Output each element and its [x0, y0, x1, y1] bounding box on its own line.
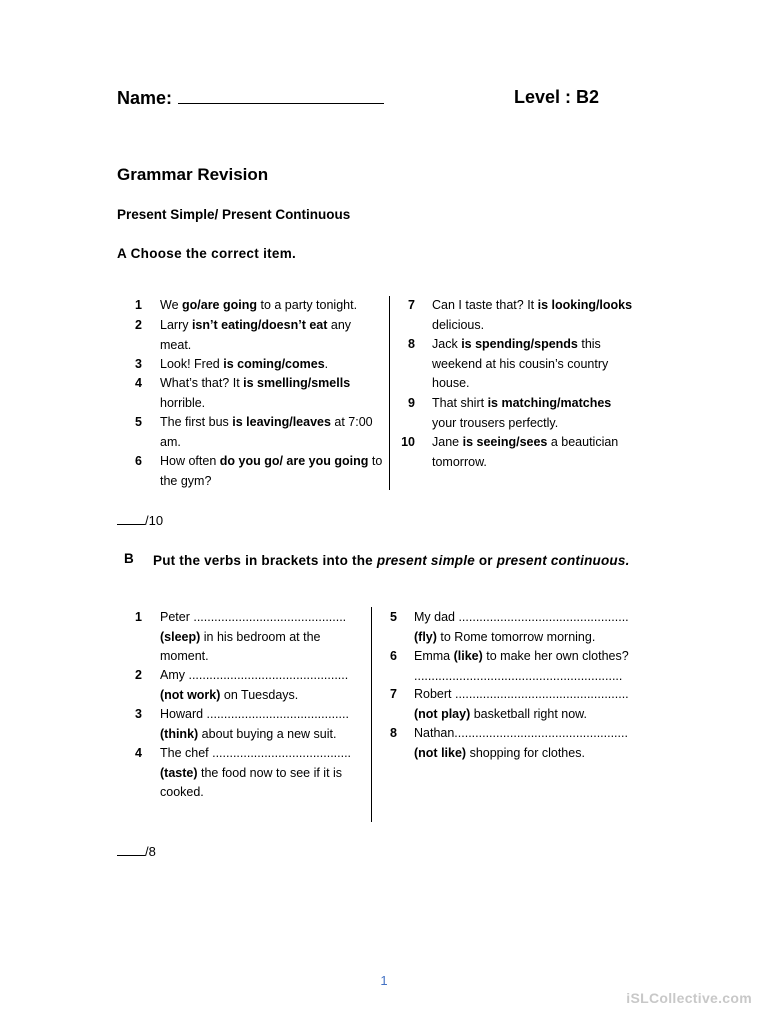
section-b-item-text: Howard ......................................... (think) about buying a new suit. [160, 707, 349, 741]
section-b-item-number: 5 [390, 610, 397, 624]
name-field [117, 87, 384, 109]
section-a-item-text: Can I taste that? It is looking/looks delicious. [432, 298, 633, 332]
section-a-item-number: 10 [401, 435, 415, 449]
section-b-item-number: 3 [135, 707, 142, 721]
section-a-item-number: 6 [135, 454, 142, 468]
section-a-item-text: The first bus is leaving/leaves at 7:00 am. [160, 415, 373, 449]
level-label: Level : B2 [514, 87, 600, 107]
brand-watermark: iSLCollective.com [626, 990, 752, 1006]
name-blank-line[interactable] [178, 87, 384, 104]
section-b-item-text: Amy .............................................. (not work) on Tuesdays. [160, 668, 349, 702]
section-a-item-text: We go/are going to a party tonight. [160, 298, 358, 312]
section-a-item-number: 3 [135, 357, 142, 371]
section-b-item-number: 6 [390, 649, 397, 663]
section-b-item-number: 1 [135, 610, 142, 624]
section-a-item-text: Look! Fred is coming/comes. [160, 357, 329, 371]
section-b-item-text: My dad ................................................. (fly) to Rome tomorrow morning. [414, 610, 629, 644]
section-a-item-text: How often do you go/ are you going to the gym? [160, 454, 383, 488]
section-a-item-text: Jack is spending/spends this weekend at his cousin’s country house. [432, 337, 609, 390]
section-b-score: /8 [117, 843, 156, 859]
section-a-item-number: 5 [135, 415, 142, 429]
worksheet-subtitle: Present Simple/ Present Continuous [117, 207, 351, 222]
section-a-item-text: What’s that? It is smelling/smells horrible. [160, 376, 351, 410]
section-b-item-text: The chef ........................................ (taste) the food now to see if it is cooked. [160, 746, 352, 799]
score-blank[interactable] [117, 512, 145, 525]
section-a-item-number: 4 [135, 376, 142, 390]
score-blank[interactable] [117, 843, 145, 856]
section-a-item-number: 8 [408, 337, 415, 351]
section-a-item-number: 9 [408, 396, 415, 410]
section-a-item-text: Jane is seeing/sees a beautician tomorrow. [432, 435, 619, 469]
section-b-item-text: Robert .................................................. (not play) basketball right now. [414, 687, 629, 721]
name-label: Name: [117, 88, 173, 108]
section-b-item-text: Nathan.................................................. (not like) shopping for clothes. [414, 726, 628, 760]
section-b-instruction: Put the verbs in brackets into the present simple or present continuous. [153, 553, 630, 568]
section-b-item-number: 8 [390, 726, 397, 740]
section-b-divider [371, 607, 372, 822]
section-b-item-text: Emma (like) to make her own clothes? ............................................................ [414, 649, 629, 683]
section-b-item-text: Peter ............................................ (sleep) in his bedroom at the moment. [160, 610, 347, 663]
page-number: 1 [380, 973, 388, 988]
section-a-item-text: That shirt is matching/matches your trousers perfectly. [432, 396, 612, 430]
section-b-item-number: 4 [135, 746, 142, 760]
worksheet-title: Grammar Revision [117, 165, 269, 184]
section-a-item-number: 1 [135, 298, 142, 312]
section-b-item-number: 2 [135, 668, 142, 682]
section-a-item-number: 7 [408, 298, 415, 312]
section-a-instruction: A Choose the correct item. [117, 246, 297, 261]
section-a-score: /10 [117, 512, 163, 528]
section-a-divider [389, 296, 390, 490]
section-b-letter: B [124, 551, 134, 566]
section-b-item-number: 7 [390, 687, 397, 701]
section-a-item-text: Larry isn’t eating/doesn’t eat any meat. [160, 318, 352, 352]
section-a-item-number: 2 [135, 318, 142, 332]
